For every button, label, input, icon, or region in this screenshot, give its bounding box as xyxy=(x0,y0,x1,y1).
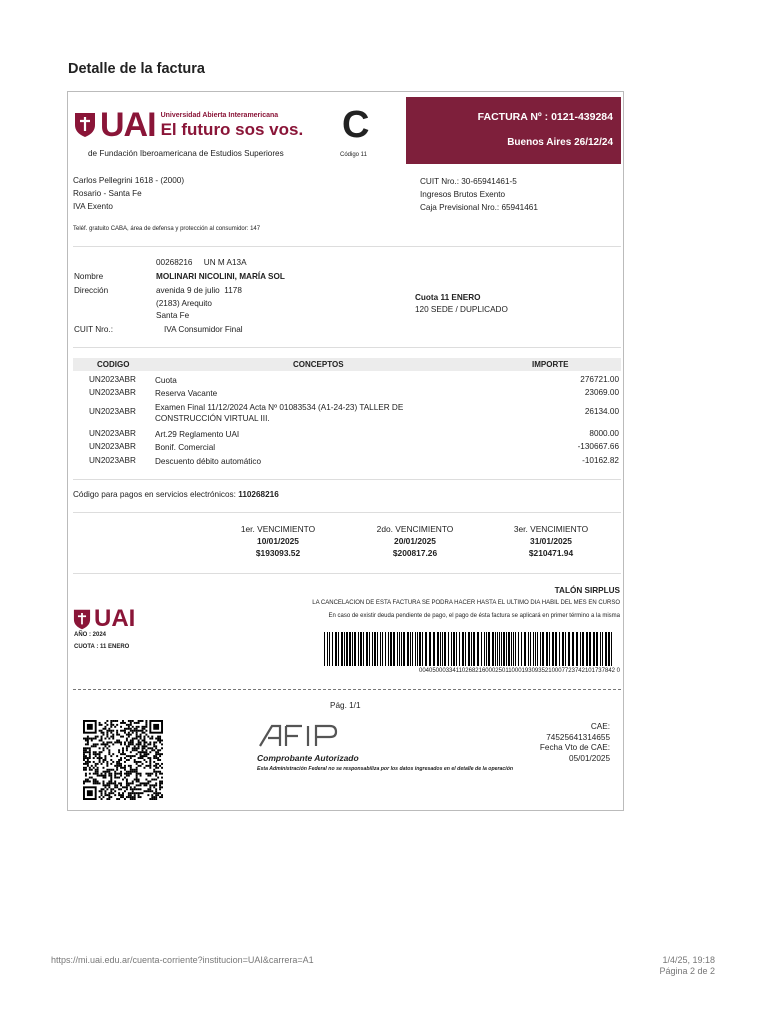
invoice-header-box xyxy=(406,97,621,164)
invoice-number: FACTURA Nº : 0121-439284 xyxy=(477,111,613,123)
barcode-bar xyxy=(501,632,502,666)
barcode-bar xyxy=(540,632,541,666)
barcode-bar xyxy=(468,632,470,666)
due-date-date: 20/01/2025 xyxy=(394,536,436,546)
barcode-bar xyxy=(596,632,598,666)
barcode-bar xyxy=(471,632,472,666)
barcode-bar xyxy=(407,632,409,666)
row-concept: Examen Final 11/12/2024 Acta Nº 01083534 (A1-24-23) TALLER DE CONSTRUCCIÓN VIRTUAL III. xyxy=(155,403,404,423)
barcode-bar xyxy=(401,632,402,666)
talon-title: TALÓN SIRPLUS xyxy=(554,586,620,595)
col-codigo: CODIGO xyxy=(97,360,130,369)
cae-block xyxy=(540,722,610,764)
customer-sede: 120 SEDE / DUPLICADO xyxy=(415,305,508,314)
talon-year: AÑO : 2024 xyxy=(74,632,107,638)
due-date-label: 2do. VENCIMIENTO xyxy=(376,524,454,534)
barcode-bar xyxy=(608,632,610,666)
barcode-bar xyxy=(546,632,548,666)
col-importe: IMPORTE xyxy=(532,360,569,369)
barcode-bar xyxy=(562,632,564,666)
customer-name: MOLINARI NICOLINI, MARÍA SOL xyxy=(156,272,285,281)
afip-logo xyxy=(258,724,338,748)
barcode-bar xyxy=(492,632,494,666)
row-concept: Bonif. Comercial xyxy=(155,443,216,452)
row-concept: Cuota xyxy=(155,376,177,385)
customer-cuota: Cuota 11 ENERO xyxy=(415,293,481,302)
barcode-bar xyxy=(429,632,431,666)
barcode-bar xyxy=(600,632,601,666)
barcode-number: 00405000334110268216000250110001930935210007723742101737842 0 xyxy=(419,668,620,674)
foundation-name: de Fundación Iberoamericana de Estudios Superiores xyxy=(88,149,284,158)
barcode-bar xyxy=(327,632,328,666)
barcode-bar xyxy=(486,632,487,666)
barcode-bar xyxy=(369,632,370,666)
label-cuit: CUIT Nro.: xyxy=(74,325,113,334)
row-amount: 8000.00 xyxy=(589,429,619,438)
row-code: UN2023ABR xyxy=(89,407,136,416)
issuer-cuit: CUIT Nro.: 30-65941461-5 xyxy=(420,177,517,186)
barcode-bar xyxy=(481,632,482,666)
barcode-bar xyxy=(380,632,381,666)
barcode-bar xyxy=(444,632,446,666)
barcode-bar xyxy=(349,632,351,666)
barcode-bar xyxy=(528,632,529,666)
barcode-bar xyxy=(477,632,479,666)
cae-label: CAE: xyxy=(590,722,610,731)
barcode-bar xyxy=(524,632,526,666)
barcode-bar xyxy=(372,632,373,666)
issuer-address-3: IVA Exento xyxy=(73,202,113,211)
barcode-bar xyxy=(605,632,607,666)
invoice-letter: C xyxy=(342,104,370,146)
due-date-1 xyxy=(218,523,338,559)
barcode-bar xyxy=(552,632,554,666)
shield-icon xyxy=(74,112,96,138)
due-date-amount: $193093.52 xyxy=(255,548,301,558)
due-date-2 xyxy=(355,523,475,559)
barcode-bar xyxy=(344,632,345,666)
barcode-bar xyxy=(497,632,498,666)
due-date-amount: $210471.94 xyxy=(528,548,574,558)
barcode-bar xyxy=(537,632,538,666)
barcode-bar xyxy=(358,632,359,666)
footer-url[interactable]: https://mi.uai.edu.ar/cuenta-corriente?institucion=UAI&carrera=A1 xyxy=(51,955,314,965)
barcode-bar xyxy=(453,632,455,666)
label-address: Dirección xyxy=(74,286,109,295)
barcode-bar xyxy=(354,632,356,666)
cae-due-label: Fecha Vto de CAE: xyxy=(539,743,610,752)
barcode xyxy=(324,632,620,666)
footer-page: Página 2 de 2 xyxy=(659,966,715,976)
barcode-bar xyxy=(513,632,514,666)
barcode-bar xyxy=(338,632,339,666)
talon-cuota: CUOTA : 11 ENERO xyxy=(74,644,130,650)
page-title: Detalle de la factura xyxy=(68,61,205,77)
shield-icon xyxy=(73,609,91,630)
barcode-bar xyxy=(412,632,413,666)
barcode-bar xyxy=(419,632,421,666)
barcode-bar xyxy=(499,632,500,666)
barcode-bar xyxy=(390,632,392,666)
barcode-bar xyxy=(542,632,544,666)
due-date-date: 10/01/2025 xyxy=(257,536,299,546)
barcode-bar xyxy=(535,632,536,666)
barcode-bar xyxy=(549,632,550,666)
uai-wordmark: UAI xyxy=(100,106,156,144)
barcode-bar xyxy=(495,632,496,666)
row-amount: 26134.00 xyxy=(584,407,619,416)
barcode-bar xyxy=(403,632,405,666)
issuer-caja: Caja Previsional Nro.: 65941461 xyxy=(420,203,538,212)
barcode-bar xyxy=(422,632,423,666)
issuer-address-2: Rosario - Santa Fe xyxy=(73,189,142,198)
barcode-bar xyxy=(417,632,418,666)
barcode-bar xyxy=(602,632,603,666)
customer-id: 00268216 UN M A13A xyxy=(156,258,247,267)
row-amount: -10162.82 xyxy=(582,456,619,465)
barcode-bar xyxy=(503,632,505,666)
talon-wordmark: UAI xyxy=(94,605,136,632)
slogan: El futuro sos vos. xyxy=(160,120,304,139)
cae-due-value: 05/01/2025 xyxy=(569,753,610,763)
row-concept: Art.29 Reglamento UAI xyxy=(155,430,240,439)
barcode-bar xyxy=(530,632,531,666)
barcode-bar xyxy=(611,632,612,666)
row-amount: 276721.00 xyxy=(580,375,619,384)
divider xyxy=(73,573,621,574)
phone-note: Teléf. gratuito CABA, área de defensa y protección al consumidor: 147 xyxy=(73,226,261,232)
barcode-bar xyxy=(425,632,427,666)
barcode-bar xyxy=(363,632,364,666)
row-code: UN2023ABR xyxy=(89,442,136,451)
row-concept: Descuento débito automático xyxy=(155,457,262,466)
row-code: UN2023ABR xyxy=(89,388,136,397)
customer-address-2: (2183) Arequito xyxy=(156,299,212,308)
talon-note-1: LA CANCELACION DE ESTA FACTURA SE PODRA HACER HASTA EL ULTIMO DIA HABIL DEL MES EN CURSO xyxy=(312,600,620,606)
barcode-bar xyxy=(568,632,570,666)
due-date-amount: $200817.26 xyxy=(392,548,438,558)
barcode-bar xyxy=(385,632,386,666)
barcode-bar xyxy=(437,632,439,666)
barcode-bar xyxy=(484,632,485,666)
divider xyxy=(73,246,621,247)
barcode-bar xyxy=(352,632,353,666)
barcode-bar xyxy=(397,632,398,666)
barcode-bar xyxy=(473,632,475,666)
row-code: UN2023ABR xyxy=(89,429,136,438)
invoice-code: Código 11 xyxy=(340,152,367,158)
row-amount: -130667.66 xyxy=(577,442,619,451)
footer-datetime: 1/4/25, 19:18 xyxy=(662,955,715,965)
barcode-bar xyxy=(374,632,376,666)
barcode-bar xyxy=(580,632,581,666)
barcode-bar xyxy=(399,632,400,666)
row-amount: 23069.00 xyxy=(584,388,619,397)
barcode-bar xyxy=(335,632,337,666)
divider xyxy=(73,512,621,513)
barcode-bar xyxy=(341,632,343,666)
barcode-bar xyxy=(324,632,325,666)
row-code: UN2023ABR xyxy=(89,375,136,384)
due-date-label: 3er. VENCIMIENTO xyxy=(513,524,589,534)
row-code: UN2023ABR xyxy=(89,456,136,465)
divider xyxy=(73,347,621,348)
barcode-bar xyxy=(565,632,566,666)
issuer-iibb: Ingresos Brutos Exento xyxy=(420,190,506,199)
barcode-bar xyxy=(388,632,389,666)
barcode-bar xyxy=(582,632,584,666)
payment-code-label: Código para pagos en servicios electrónicos: xyxy=(73,490,236,499)
afip-authorized: Comprobante Autorizado xyxy=(257,753,359,763)
barcode-bar xyxy=(332,632,333,666)
barcode-bar xyxy=(433,632,435,666)
barcode-bar xyxy=(586,632,588,666)
barcode-bar xyxy=(459,632,460,666)
barcode-bar xyxy=(593,632,595,666)
cae-value: 74525641314655 xyxy=(546,732,610,742)
page-number: Pág. 1/1 xyxy=(330,701,361,710)
barcode-bar xyxy=(366,632,368,666)
barcode-bar xyxy=(521,632,522,666)
col-conceptos: CONCEPTOS xyxy=(293,360,344,369)
university-name: Universidad Abierta Interamericana xyxy=(160,112,279,119)
barcode-bar xyxy=(508,632,510,666)
barcode-bar xyxy=(559,632,560,666)
talon-logo xyxy=(73,607,135,631)
barcode-bar xyxy=(506,632,507,666)
row-concept: Reserva Vacante xyxy=(155,389,218,398)
barcode-bar xyxy=(456,632,457,666)
cut-line xyxy=(73,689,621,690)
barcode-bar xyxy=(533,632,534,666)
barcode-bar xyxy=(518,632,519,666)
barcode-bar xyxy=(442,632,443,666)
barcode-bar xyxy=(448,632,449,666)
barcode-bar xyxy=(346,632,348,666)
barcode-bar xyxy=(572,632,574,666)
issuer-address-1: Carlos Pellegrini 1618 - (2000) xyxy=(73,176,185,185)
invoice-place-date: Buenos Aires 26/12/24 xyxy=(507,137,613,148)
customer-address-3: Santa Fe xyxy=(156,311,190,320)
divider xyxy=(73,479,621,480)
payment-code xyxy=(73,490,279,499)
customer-cuit: IVA Consumidor Final xyxy=(164,325,243,334)
talon-note-2: En caso de existir deuda pendiente de pago, el pago de ésta factura se aplicará en primer término a la misma xyxy=(328,613,620,619)
barcode-bar xyxy=(377,632,378,666)
customer-address-1: avenida 9 de julio 1178 xyxy=(156,286,242,295)
afip-disclaimer: Esta Administración Federal no se responsabiliza por los datos ingresados en el detalle de la operación xyxy=(257,766,514,772)
barcode-bar xyxy=(440,632,441,666)
barcode-bar xyxy=(462,632,464,666)
label-name: Nombre xyxy=(74,272,104,281)
barcode-bar xyxy=(465,632,466,666)
barcode-bar xyxy=(415,632,416,666)
due-date-3 xyxy=(491,523,611,559)
barcode-bar xyxy=(360,632,362,666)
barcode-bar xyxy=(511,632,512,666)
barcode-bar xyxy=(555,632,557,666)
barcode-bar xyxy=(410,632,411,666)
barcode-bar xyxy=(589,632,591,666)
concepts-table-header xyxy=(73,358,621,371)
barcode-bar xyxy=(393,632,395,666)
barcode-bar xyxy=(488,632,490,666)
barcode-bar xyxy=(515,632,516,666)
barcode-bar xyxy=(576,632,578,666)
qr-code xyxy=(82,720,164,800)
barcode-bar xyxy=(329,632,330,666)
uai-logo xyxy=(74,108,303,142)
barcode-bar xyxy=(382,632,383,666)
barcode-bar xyxy=(451,632,452,666)
payment-code-value: 110268216 xyxy=(238,490,279,499)
due-date-date: 31/01/2025 xyxy=(530,536,572,546)
due-date-label: 1er. VENCIMIENTO xyxy=(240,524,316,534)
